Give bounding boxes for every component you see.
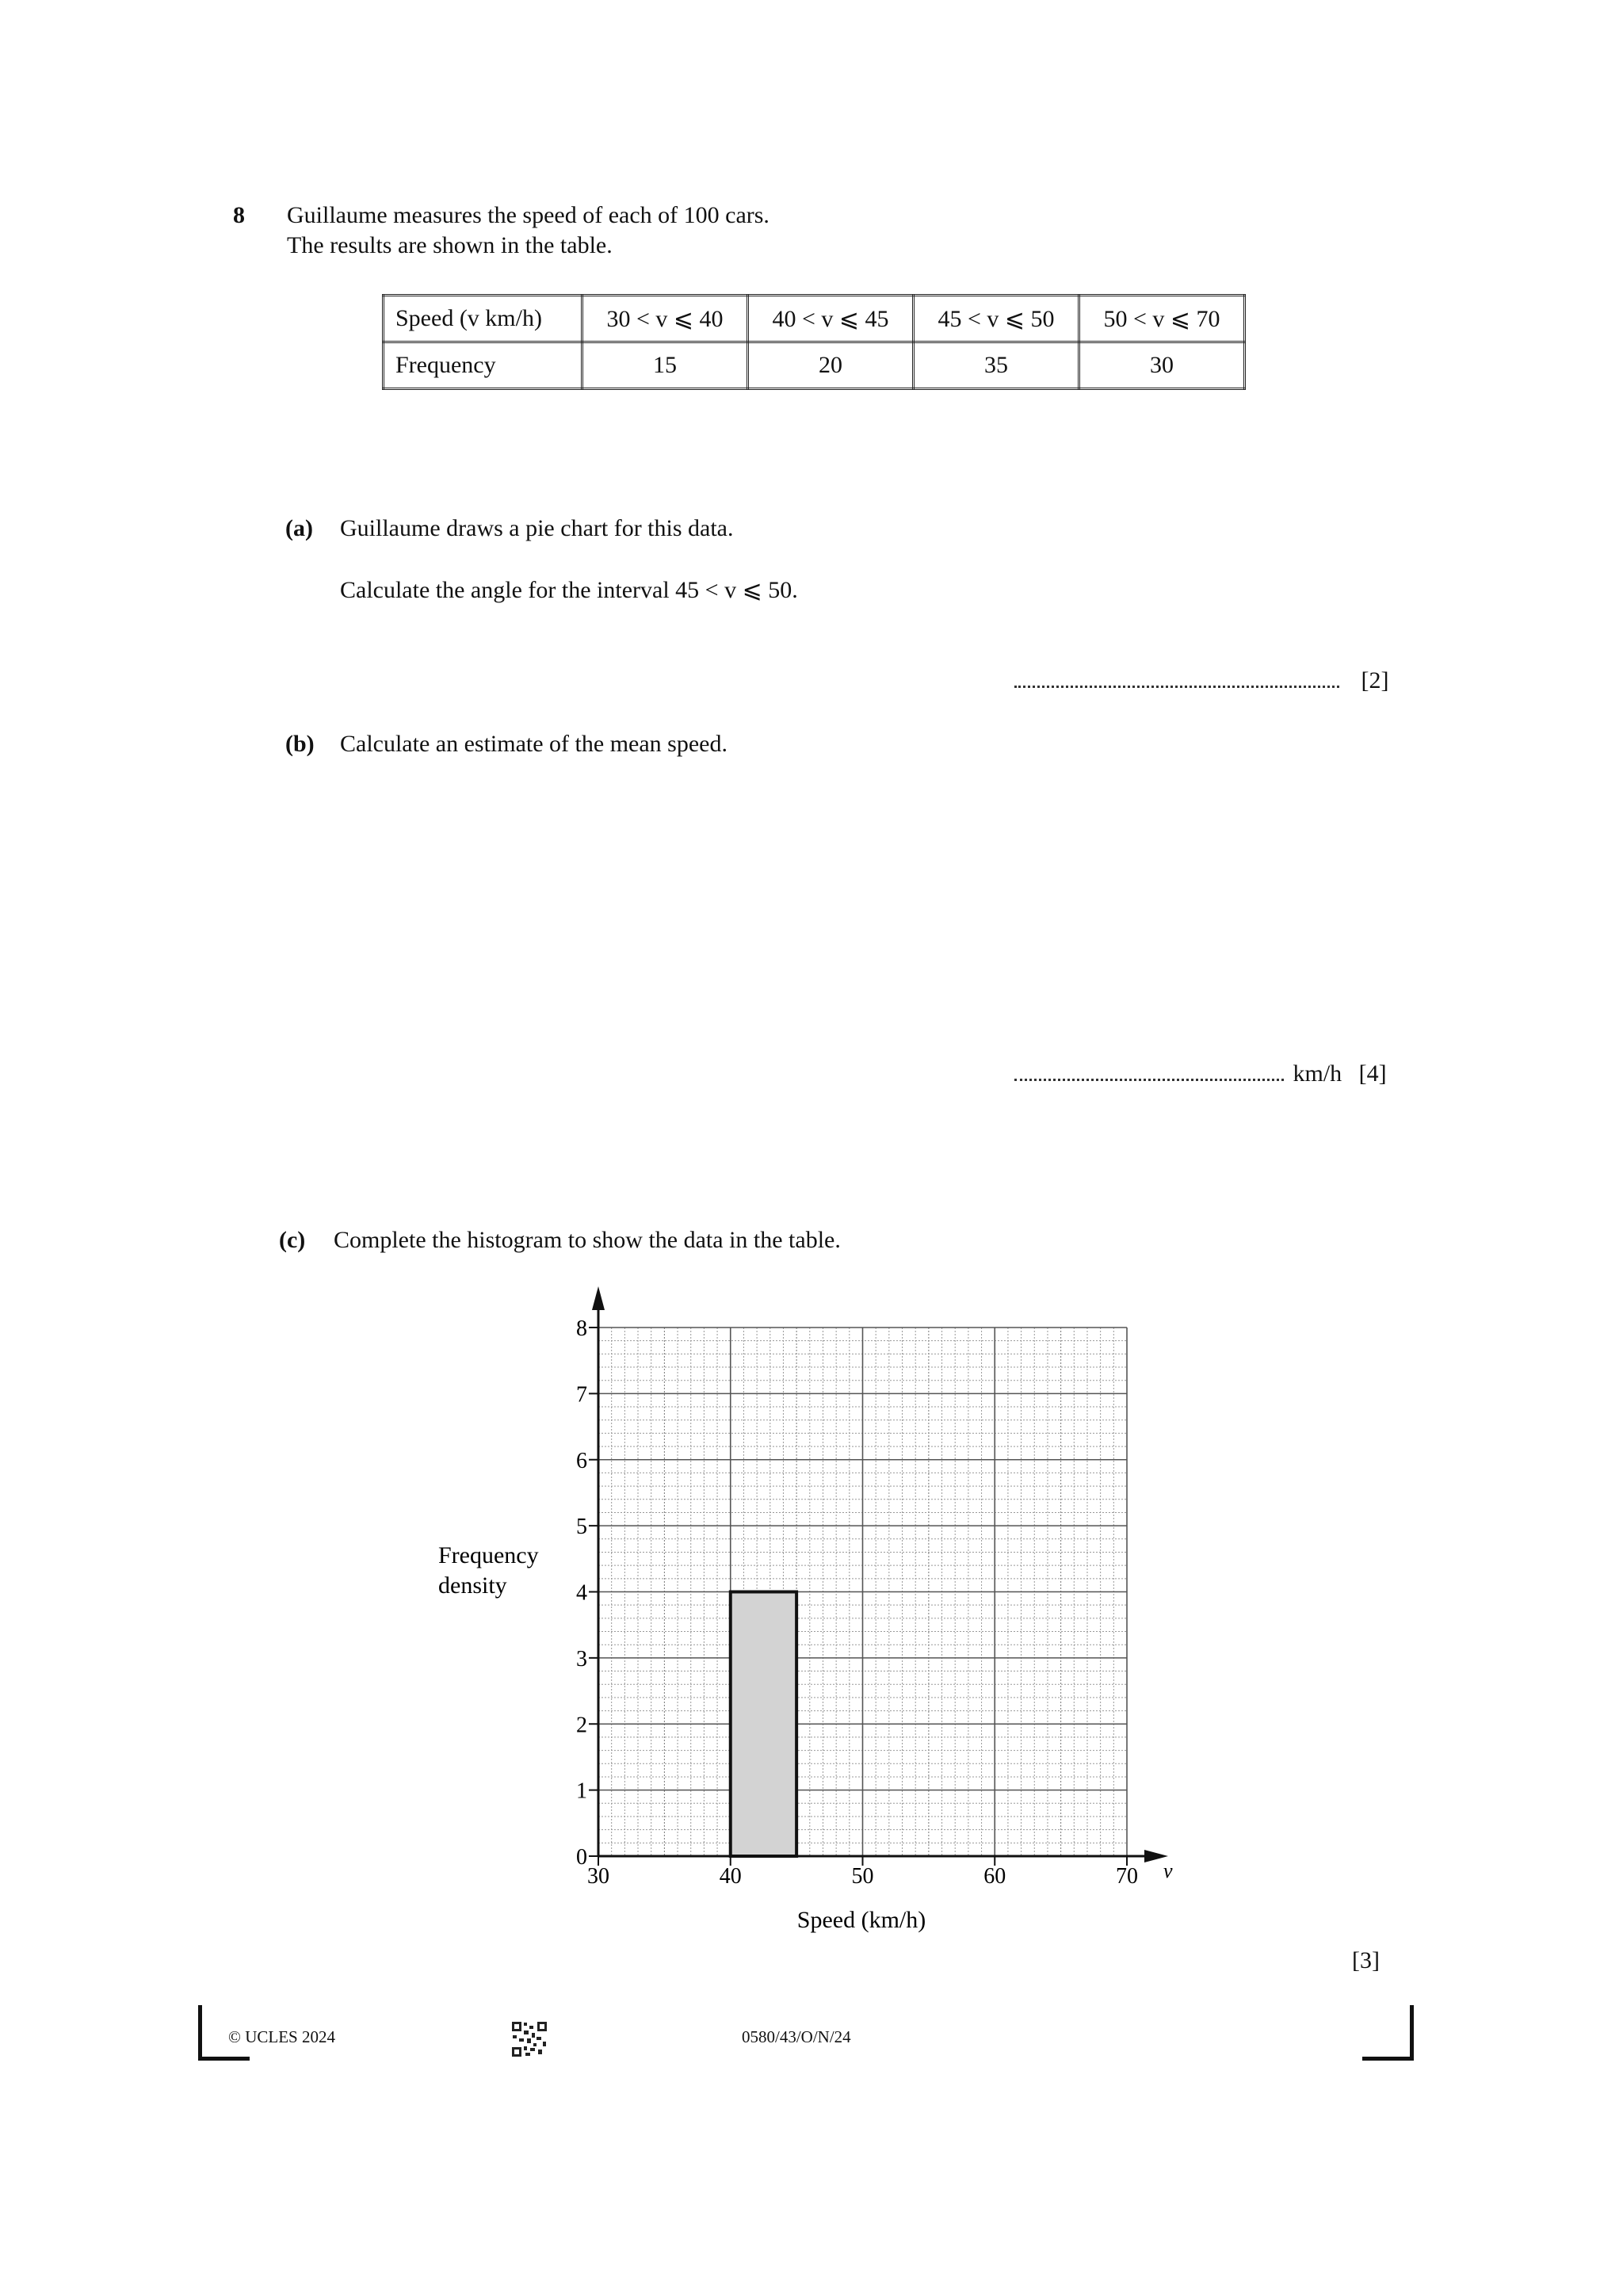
table-interval-1: 30 < v ⩽ 40 (582, 296, 748, 342)
y-tick-label: 0 (576, 1845, 587, 1870)
table-interval-3: 45 < v ⩽ 50 (914, 296, 1079, 342)
x-axis-variable: v (1163, 1859, 1173, 1882)
histogram-axes (592, 1286, 1168, 1862)
crop-mark-right (1410, 2005, 1414, 2061)
part-b-label: (b) (285, 731, 315, 757)
y-tick-label: 2 (576, 1713, 587, 1738)
crop-mark-left (198, 2005, 202, 2061)
barcode-qr-icon (511, 2021, 548, 2057)
table-frequency-4: 30 (1079, 342, 1245, 389)
part-b-line1: Calculate an estimate of the mean speed. (340, 731, 727, 757)
y-tick-label: 3 (576, 1646, 587, 1671)
y-tick-label: 1 (576, 1778, 587, 1804)
footer-copyright: © UCLES 2024 (228, 2027, 335, 2046)
x-tick-label: 70 (1116, 1864, 1138, 1889)
part-b-marks: [4] (1358, 1060, 1387, 1087)
table-header-frequency: Frequency (384, 342, 582, 389)
y-axis-label-line2: density (438, 1572, 507, 1599)
part-a-marks: [2] (1361, 667, 1389, 693)
x-axis-label: Speed (km/h) (796, 1907, 926, 1933)
question-intro-line2: The results are shown in the table. (287, 232, 613, 258)
part-a-label: (a) (285, 515, 313, 541)
y-tick-label: 8 (576, 1316, 587, 1341)
histogram-ticks (576, 1316, 1138, 1889)
y-axis-label-line1: Frequency (438, 1542, 539, 1568)
y-tick-label: 5 (576, 1515, 587, 1540)
part-a-line2: Calculate the angle for the interval 45 < v ⩽ 50. (340, 577, 798, 603)
y-tick-label: 6 (576, 1448, 587, 1473)
histogram-bars (731, 1592, 796, 1857)
part-b-unit: km/h (1293, 1060, 1342, 1087)
crop-mark-right-base (1362, 2057, 1414, 2061)
x-tick-label: 50 (851, 1864, 874, 1889)
part-a-line1: Guillaume draws a pie chart for this data. (340, 515, 734, 541)
x-tick-label: 30 (587, 1864, 609, 1889)
table-header-speed: Speed (v km/h) (384, 296, 582, 342)
table-frequency-2: 20 (748, 342, 914, 389)
table-interval-4: 50 < v ⩽ 70 (1079, 296, 1245, 342)
table-frequency-3: 35 (914, 342, 1079, 389)
question-number: 8 (233, 202, 245, 228)
y-tick-label: 7 (576, 1382, 587, 1408)
y-tick-label: 4 (576, 1580, 587, 1606)
footer-paper-code: 0580/43/O/N/24 (742, 2027, 851, 2046)
part-c-marks: [3] (1352, 1947, 1380, 1973)
x-tick-label: 40 (719, 1864, 742, 1889)
crop-mark-left-base (198, 2057, 250, 2061)
part-c-label: (c) (279, 1227, 306, 1253)
question-intro-line1: Guillaume measures the speed of each of 100 cars. (287, 202, 769, 228)
table-interval-2: 40 < v ⩽ 45 (748, 296, 914, 342)
table-frequency-1: 15 (582, 342, 748, 389)
part-c-line1: Complete the histogram to show the data in the table. (334, 1227, 841, 1253)
histogram-bar (731, 1592, 796, 1857)
y-axis-arrow-icon (592, 1286, 605, 1310)
x-tick-label: 60 (983, 1864, 1006, 1889)
